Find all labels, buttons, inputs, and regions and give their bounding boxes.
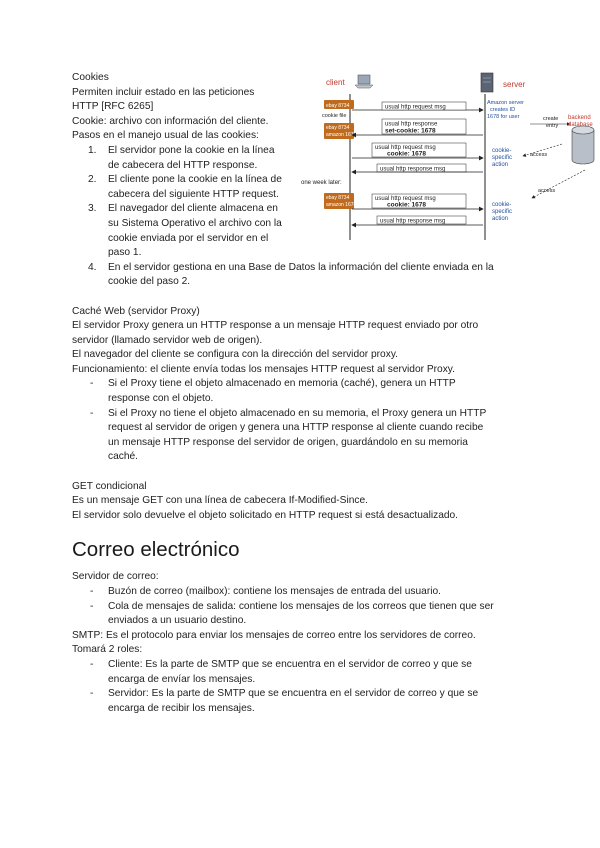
list-item (72, 658, 542, 687)
cache-line: El navegador del cliente se configura con la dirección del servidor proxy. (72, 349, 398, 361)
bullet-line: Cola de mensajes de salida: contiene los mensajes de los correos que tienen que ser (108, 600, 494, 612)
msg-request-2b: cookie: 1678 (387, 150, 427, 158)
list-item (72, 600, 542, 629)
list-item (72, 377, 542, 406)
step-line: cabecera del siguiente HTTP request. (108, 188, 279, 200)
amazon-creates-3: 1678 for user (487, 114, 520, 120)
step-number: 3. (88, 203, 97, 215)
cookie-diagram (300, 72, 600, 242)
cookie-specific-1b: specific (492, 155, 513, 161)
list-item (72, 585, 542, 600)
access-label-2: access (538, 188, 556, 194)
bullet-line: enviados a un usuario destino. (108, 615, 247, 627)
cookie-specific-1a: cookie- (492, 148, 512, 154)
dash-marker: - (90, 586, 94, 597)
bullet-line: request al servidor de origen y genera una HTTP response al cliente cuando recibe (108, 422, 484, 434)
cookie-entry-amazon: amazon 1678 (326, 132, 357, 138)
cookies-title: Cookies (72, 72, 109, 83)
msg-response-1a: usual http response (385, 121, 438, 128)
dash-marker: - (90, 600, 94, 612)
cookie-entry-amazon-2: amazon 1678 (326, 202, 357, 208)
bullet-line: Si el Proxy tiene el objeto almacenado en memoria (caché), genera un HTTP (108, 378, 456, 390)
bullet-line: encarga de envíar los mensajes. (108, 673, 256, 685)
get-line: Es un mensaje GET con una línea de cabecera If-Modified-Since. (72, 495, 368, 507)
cookie-file-label: cookie file (322, 113, 347, 119)
bullet-line: Si el Proxy no tiene el objeto almacenado en su memoria, el Proxy genera un HTTP (108, 407, 487, 419)
server-label: server (503, 80, 526, 89)
cache-title: Caché Web (servidor Proxy) (72, 305, 200, 317)
cookies-intro-2: HTTP [RFC 6265] (72, 101, 154, 113)
step-number: 4. (88, 261, 97, 273)
amazon-creates-1: Amazon server (487, 100, 524, 106)
amazon-creates-2: creates ID (490, 107, 516, 113)
cookies-intro-1: Permiten incluir estado en las peticiones (72, 86, 255, 98)
create-entry-1: create (543, 116, 559, 122)
cookie-entry-ebay-3: ebay 8734 (326, 195, 350, 201)
step-line: El navegador del cliente almacena en (108, 203, 278, 215)
section-heading: Correo electrónico (72, 538, 240, 562)
smtp-line: SMTP: Es el protocolo para enviar los mensajes de correo entre los servidores de correo. (72, 629, 476, 641)
list-item (72, 407, 542, 465)
smtp-roles (72, 658, 542, 716)
list-item (72, 687, 542, 716)
cache-line: Funcionamiento: el cliente envía todas los mensajes HTTP request al servidor Proxy. (72, 363, 455, 375)
bullet-line: response con el objeto. (108, 393, 214, 405)
dash-marker: - (90, 378, 94, 390)
step-line: cookie enviada por el servidor en el (108, 232, 269, 244)
msg-request-3b: cookie: 1678 (387, 201, 427, 209)
get-line: El servidor solo devuelve el objeto solicitado en HTTP request si está desactualizado. (72, 509, 459, 521)
dash-marker: - (90, 407, 94, 419)
client-label: client (326, 78, 345, 87)
access-label-1: access (530, 152, 548, 158)
smtp-line: Tomará 2 roles: (72, 644, 143, 656)
step-line: paso 1. (108, 247, 142, 259)
bullet-line: Cliente: Es la parte de SMTP que se encuentra en el servidor de correo y que se (108, 658, 472, 670)
step-line: de cabecera del HTTP response. (108, 159, 258, 171)
step-number: 2. (88, 174, 97, 186)
step-line: cookie del paso 2. (108, 276, 191, 288)
msg-request-3a: usual http request msg (375, 196, 436, 202)
correo-servidor: Servidor de correo: (72, 571, 159, 583)
cache-bullets (72, 377, 542, 465)
correo-bullets (72, 585, 542, 629)
bullet-line: caché. (108, 451, 139, 463)
msg-response-2: usual http response msg (380, 166, 446, 173)
cookie-specific-2a: cookie- (492, 202, 512, 208)
cookie-entry-ebay-2: ebay 8734 (326, 125, 350, 131)
step-line: El servidor pone la cookie en la línea (108, 144, 275, 156)
backend-label-1: backend (568, 115, 591, 121)
step-line: El cliente pone la cookie en la línea de (108, 174, 282, 186)
cookie-definition: Cookie: archivo con información del cliente. (72, 115, 269, 127)
msg-response-3: usual http response msg (380, 218, 446, 225)
dash-marker: - (90, 658, 94, 670)
bullet-line: Servidor: Es la parte de SMTP que se encuentra en el servidor de correo y que se (108, 688, 479, 700)
list-item (72, 261, 542, 290)
get-title: GET condicional (72, 480, 147, 492)
dash-marker: - (90, 688, 94, 700)
msg-request-2a: usual http request msg (375, 145, 436, 151)
one-week-later: one week later: (301, 180, 342, 186)
create-entry-2: entry (546, 123, 559, 129)
cache-line: servidor (llamado servidor web de origen). (72, 334, 263, 346)
step-number: 1. (88, 144, 97, 156)
cookie-specific-2b: specific (492, 209, 513, 215)
cookie-entry-ebay: ebay 8734 (326, 103, 350, 109)
server-icon (481, 73, 493, 92)
step-line: su Sistema Operativo el archivo con la (108, 217, 282, 229)
cache-line: El servidor Proxy genera un HTTP response a un mensaje HTTP request enviado por otro (72, 320, 479, 332)
bullet-line: Buzón de correo (mailbox): contiene los mensajes de entrada del usuario. (108, 586, 441, 597)
step-line: En el servidor gestiona en una Base de Datos la información del cliente enviada en la (108, 261, 494, 273)
bullet-line: encarga de recibir los mensajes. (108, 702, 255, 714)
steps-title: Pasos en el manejo usual de las cookies: (72, 130, 259, 142)
msg-request-1: usual http request msg (385, 104, 446, 111)
laptop-icon (355, 75, 373, 88)
database-icon (572, 126, 594, 164)
bullet-line: un mensaje HTTP response del servidor de origen, guardándolo en su memoria (108, 436, 468, 448)
backend-label-2: database (568, 122, 593, 128)
msg-response-1b: set-cookie: 1678 (385, 127, 436, 135)
cookie-specific-2c: action (492, 216, 509, 222)
cookie-specific-1c: action (492, 162, 509, 168)
